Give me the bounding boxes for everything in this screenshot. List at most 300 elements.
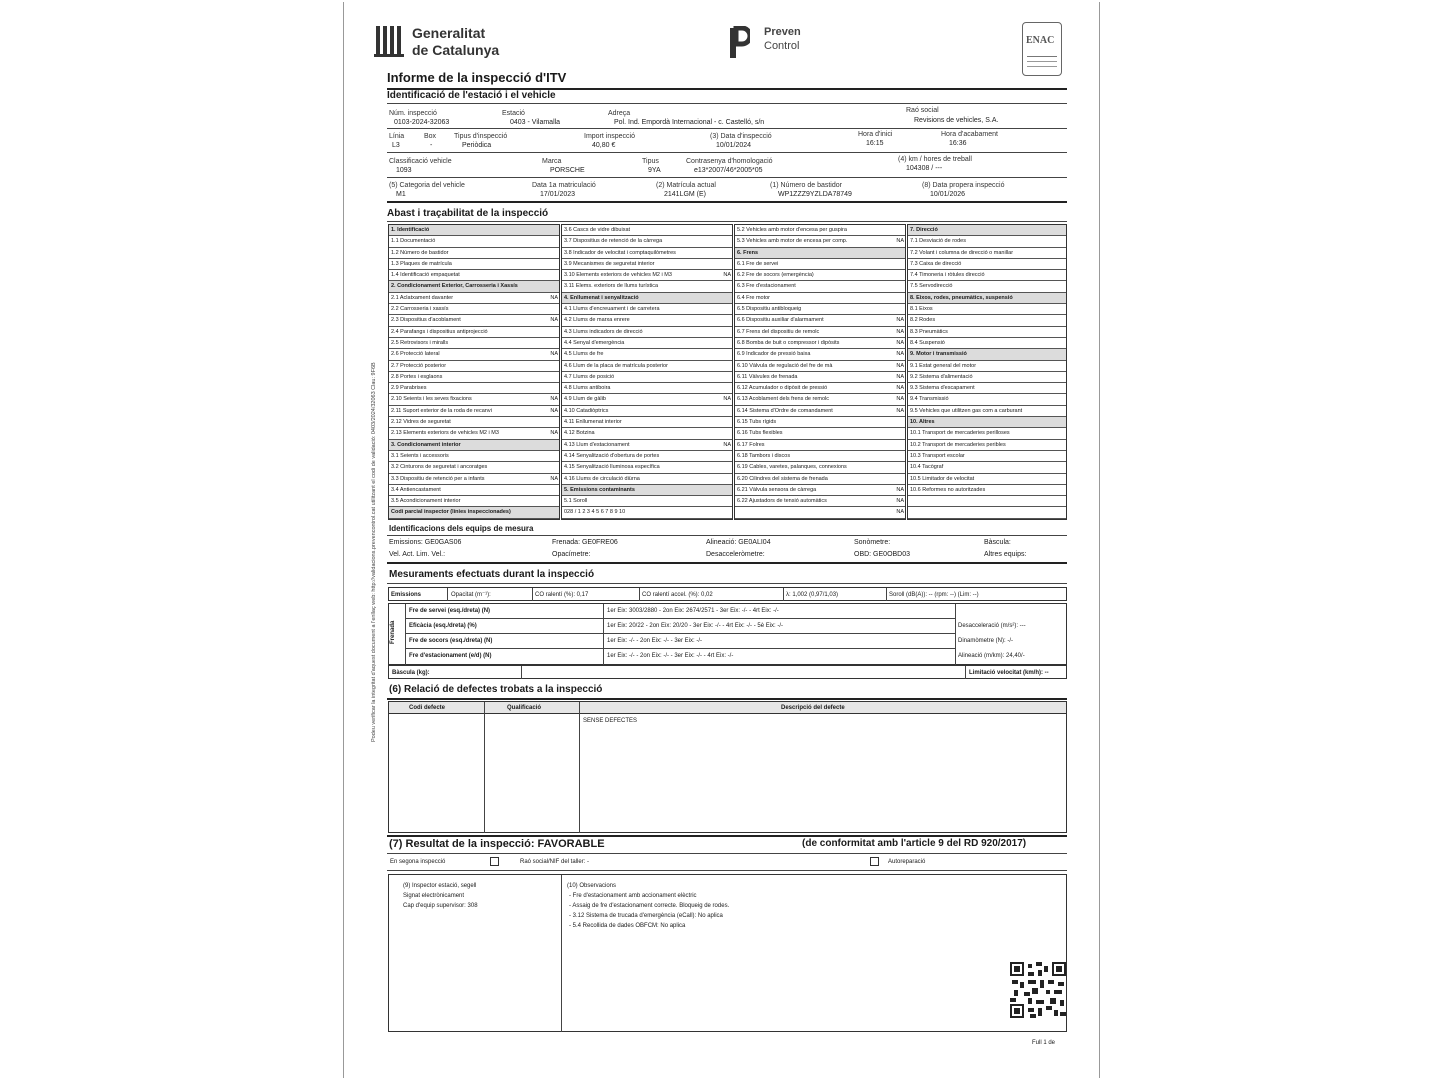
segona-inspeccio-checkbox[interactable]: [490, 857, 499, 866]
abast-item-label: 3.7 Dispositius de retenció de la càrrega: [564, 238, 663, 245]
abast-item-label: 2.1 Aclatxament davanter: [391, 294, 454, 301]
tipus-inspeccio-value: Periòdica: [462, 142, 492, 149]
abast-item-label: 4.12 Botzina: [564, 430, 595, 437]
frenada-label: Frenada: [390, 620, 396, 644]
abast-item-label: 4.6 Llum de la placa de matrícula posterior: [564, 362, 668, 369]
abast-item: [735, 281, 905, 292]
linia-label: Línia: [389, 133, 405, 140]
abast-item: [562, 304, 732, 315]
abast-item-label: 8.3 Pneumàtics: [910, 328, 948, 335]
abast-item-label: 1.3 Plaques de matrícula: [391, 260, 452, 267]
autoreparacio-label: Autoreparació: [888, 859, 926, 865]
abast-item: [562, 474, 732, 485]
abast-item-label: 6.21 Vàlvula sensora de càrrega: [737, 486, 817, 493]
abast-item-label: 6.6 Dispositiu auxiliar d'alarmament: [737, 317, 824, 324]
abast-item: [562, 451, 732, 462]
abast-item-na: NA: [550, 317, 558, 324]
abast-item: [389, 428, 559, 439]
data-inspeccio-label: (3) Data d'inspecció: [710, 133, 772, 140]
abast-item-label: 2.12 Vidres de seguretat: [391, 419, 451, 426]
abast-item: [908, 496, 1066, 507]
bascula-label: Bàscula (kg):: [392, 670, 430, 676]
abast-item-label: 7.4 Timoneria i ròtules direcció: [910, 272, 985, 279]
abast-item-na: NA: [550, 294, 558, 301]
abast-item: [735, 349, 905, 360]
abast-item: [908, 462, 1066, 473]
abast-item: [735, 496, 905, 507]
fre-servei-label: Fre de servei (esq./dreta) (N): [409, 608, 491, 614]
propera-value: 10/01/2026: [930, 191, 966, 198]
abast-item-na: NA: [896, 328, 904, 335]
abast-item: [908, 236, 1066, 247]
abast-item: [389, 349, 559, 360]
abast-item: [562, 349, 732, 360]
import-label: Import inspecció: [584, 133, 635, 140]
abast-item-na: NA: [723, 441, 731, 448]
abast-item: [562, 361, 732, 372]
abast-item-label: 7.1 Desviació de rodes: [910, 238, 966, 245]
abast-item-label: 3. Condicionament interior: [391, 441, 461, 448]
abast-item-label: 6.16 Tubs flexibles: [737, 430, 783, 437]
abast-item-label: 5.1 Soroll: [564, 498, 588, 505]
abast-item: [735, 406, 905, 417]
abast-item-label: 1.2 Número de bastidor: [391, 249, 449, 256]
abast-item: [908, 474, 1066, 485]
abast-group-header: [562, 293, 732, 304]
abast-item: [735, 428, 905, 439]
fre-eficacia-value: 1er Eix: 20/22 - 2on Eix: 20/20 - 3er Eix: -/- - 4rt Eix: -/- - 5è Eix: -/-: [607, 623, 784, 629]
equip-vel-act: Vel. Act. Lim. Vel.:: [389, 551, 446, 558]
resultat-conformitat: (de conformitat amb l'article 9 del RD 920/2017): [802, 838, 1027, 849]
tipus-inspeccio-label: Tipus d'inspecció: [454, 133, 508, 140]
adreca-label: Adreça: [608, 110, 631, 117]
gov-name-line1: Generalitat: [412, 25, 486, 41]
abast-item-label: 9.1 Estat general del motor: [910, 362, 977, 369]
fre-socors-label: Fre de socors (esq./dreta) (N): [409, 638, 493, 644]
abast-item-label: 4.1 Llums d'encreuament i de carretera: [564, 306, 660, 313]
abast-item-na: NA: [896, 385, 904, 392]
abast-item: [735, 338, 905, 349]
abast-item-na: NA: [896, 351, 904, 358]
abast-item: [389, 372, 559, 383]
abast-item-label: 2.11 Suport exterior de la roda de recanvi: [391, 407, 492, 414]
abast-item-label: 3.4 Antiencastament: [391, 486, 441, 493]
abast-item: [562, 315, 732, 326]
abast-item-label: 3.5 Acondicionament interior: [391, 498, 461, 505]
abast-item: [908, 383, 1066, 394]
abast-item: [908, 281, 1066, 292]
preven-control-logo: [728, 26, 750, 60]
abast-item-label: 6.3 Fre d'estacionament: [737, 283, 796, 290]
abast-group-header: [908, 349, 1066, 360]
abast-item: [389, 406, 559, 417]
hora-inici-value: 16:15: [866, 140, 884, 147]
abast-item: [735, 451, 905, 462]
abast-item-label: 2. Condicionament Exterior, Carrosseria i Xassís: [391, 283, 518, 290]
abast-item-na: NA: [896, 486, 904, 493]
abast-item: [735, 361, 905, 372]
generalitat-logo: [374, 24, 406, 58]
abast-item-label: 6.9 Indicador de pressió baixa: [737, 351, 811, 358]
equip-obd: OBD: GE0OBD03: [854, 551, 911, 558]
abast-item-label: 4.7 Llums de posició: [564, 373, 615, 380]
fre-servei-value: 1er Eix: 3003/2880 - 2on Eix: 2674/2571 - 3er Eix: -/- - 4rt Eix: -/-: [607, 608, 779, 614]
abast-item: [389, 293, 559, 304]
estacio-value: 0403 - Vilamalla: [510, 119, 561, 126]
abast-item: [735, 474, 905, 485]
abast-item-label: 6.4 Fre motor: [737, 294, 771, 301]
abast-item-label: 6.15 Tubs rígids: [737, 419, 777, 426]
observacions-title: (10) Observacions: [567, 883, 617, 889]
abast-item-label: 6.19 Cables, varetes, palanques, connexions: [737, 464, 847, 471]
abast-item-label: 10.5 Limitador de velocitat: [910, 475, 975, 482]
abast-group-header: [908, 293, 1066, 304]
abast-item-na: NA: [896, 509, 904, 516]
matriculacio-value: 17/01/2023: [540, 191, 576, 198]
hora-fi-value: 16:36: [949, 140, 967, 147]
abast-item-label: Codi parcial inspector (línies inspeccionades): [391, 509, 511, 516]
abast-item-label: 9.2 Sistema d'alimentació: [910, 373, 973, 380]
equip-altres: Altres equips:: [984, 551, 1027, 558]
abast-item: [735, 327, 905, 338]
co-accel: CO ralentí accel. (%): 0,02: [642, 592, 713, 598]
abast-item-label: 7.3 Caixa de direcció: [910, 260, 962, 267]
abast-item: [562, 259, 732, 270]
abast-item-label: 4.4 Senyal d'emergència: [564, 339, 625, 346]
abast-item-label: 3.11 Elems. exteriors de llums turística: [564, 283, 659, 290]
abast-item: [389, 338, 559, 349]
abast-item-label: 9.3 Sistema d'escapament: [910, 385, 975, 392]
hores-value: 104308 / ---: [906, 165, 943, 172]
abast-item-label: 6.7 Frens del dispositiu de remolc: [737, 328, 820, 335]
co-ralenti: CO ralentí (%): 0,17: [535, 592, 589, 598]
abast-item-label: 3.3 Dispositiu de retenció per a infants: [391, 475, 485, 482]
abast-item: [562, 270, 732, 281]
abast-item-label: 4. Enllumenat i senyalització: [564, 294, 639, 301]
abast-item-label: 8.1 Eixos: [910, 306, 933, 313]
abast-item: [562, 496, 732, 507]
soroll: Soroll (dB(A)): -- (rpm: --) (Lim: --): [889, 592, 979, 598]
abast-item-na: NA: [896, 373, 904, 380]
abast-item: [908, 485, 1066, 496]
abast-item-na: NA: [550, 396, 558, 403]
classificacio-label: Classificació vehicle: [389, 158, 452, 165]
equip-sonometre: Sonòmetre:: [854, 539, 891, 546]
matricula-label: (2) Matrícula actual: [656, 182, 716, 189]
abast-item: [735, 440, 905, 451]
enac-badge: ENAC: [1022, 22, 1062, 76]
abast-item-label: 6.1 Fre de servei: [737, 260, 779, 267]
abast-item: [908, 451, 1066, 462]
abast-item: [562, 440, 732, 451]
abast-item-label: 4.5 Llums de fre: [564, 351, 604, 358]
equips-title: Identificacions dels equips de mesura: [389, 524, 534, 533]
abast-item-na: NA: [550, 430, 558, 437]
abast-group-header: [389, 225, 559, 236]
abast-item-label: 028 / 1 2 3 4 5 6 7 8 9 10: [564, 509, 626, 516]
abast-item-label: 6.5 Dispositiu antibloqueig: [737, 306, 802, 313]
abast-item: [389, 383, 559, 394]
abast-item: [735, 236, 905, 247]
abast-item-label: 7.2 Volant i columna de direcció o manillar: [910, 249, 1014, 256]
rao-social-label: Raó social: [906, 107, 939, 114]
abast-item: [389, 315, 559, 326]
abast-item-label: 8. Eixos, rodes, pneumàtics, suspensió: [910, 294, 1013, 301]
abast-item-label: 2.3 Dispositius d'acoblament: [391, 317, 461, 324]
abast-group-header: [389, 440, 559, 451]
col-descripcio: Descripció del defecte: [781, 705, 845, 711]
observacio-3: - 3.12 Sistema de trucada d'emergència (eCall): No aplica: [569, 913, 723, 919]
contrasenya-value: e13*2007/46*2005*05: [694, 167, 763, 174]
num-inspeccio-label: Núm. inspecció: [389, 110, 437, 117]
mesuraments-title: Mesuraments efectuats durant la inspecció: [389, 569, 595, 580]
tipus-label: Tipus: [642, 158, 659, 165]
abast-item-label: 5. Emissions contaminants: [564, 486, 635, 493]
abast-item-label: 2.8 Portes i esglaons: [391, 373, 443, 380]
abast-item: [735, 462, 905, 473]
abast-item-label: 2.7 Protecció posterior: [391, 362, 447, 369]
abast-item-na: NA: [723, 396, 731, 403]
abast-item-na: NA: [896, 238, 904, 245]
document-page: [343, 2, 1100, 1078]
abast-item-label: 4.14 Senyalització d'obertura de portes: [564, 452, 660, 459]
defectes-table: [388, 701, 1067, 833]
col-codi-defecte: Codi defecte: [409, 705, 446, 711]
autoreparacio-checkbox[interactable]: [870, 857, 879, 866]
hora-fi-label: Hora d'acabament: [941, 131, 998, 138]
abast-item: [908, 406, 1066, 417]
abast-item: [908, 327, 1066, 338]
opacitat: Opacitat (m⁻¹):: [451, 592, 491, 598]
abast-item-label: 4.15 Senyalització lluminosa específica: [564, 464, 660, 471]
abast-group-header: [908, 417, 1066, 428]
abast-item: [389, 394, 559, 405]
abast-item-label: 6.8 Bomba de buit o compressor i dipòsits: [737, 339, 840, 346]
alineacio: Alineació (m/km): 24,40/-: [958, 653, 1025, 659]
abast-item: [908, 304, 1066, 315]
abast-item: [562, 225, 732, 236]
abast-item: [908, 361, 1066, 372]
abast-column-1: [388, 224, 560, 520]
tipus-value: 9YA: [648, 167, 661, 174]
abast-item: [735, 383, 905, 394]
document-title: Informe de la inspecció d'ITV: [387, 70, 567, 85]
abast-item-label: 6.17 Folres: [737, 441, 765, 448]
observacio-2: - Assaig de fre d'estacionament correcte. Bloqueig de rodes.: [569, 903, 730, 909]
abast-item-label: 4.3 Llums indicadors de direcció: [564, 328, 643, 335]
abast-item-label: 10.3 Transport escolar: [910, 452, 965, 459]
abast-item: [735, 315, 905, 326]
abast-item: [908, 372, 1066, 383]
abast-item-label: 2.2 Carrosseria i xassís: [391, 306, 449, 313]
abast-item-label: 3.1 Seients i accessoris: [391, 452, 449, 459]
abast-item-label: 8.4 Suspensió: [910, 339, 945, 346]
abast-item-label: 3.6 Cascs de vidre dibuixat: [564, 227, 631, 233]
abast-item: [562, 507, 732, 518]
abast-item-label: 10.1 Transport de mercaderies perilloses: [910, 430, 1010, 437]
abast-item-label: 3.2 Cinturons de seguretat i ancoratges: [391, 464, 488, 471]
company-name-line1: Preven: [764, 26, 801, 38]
abast-item-label: 9.4 Transmissió: [910, 396, 949, 403]
bastidor-value: WP1ZZZ9YZLDA78749: [778, 191, 852, 198]
box-label: Box: [424, 133, 437, 140]
abast-item: [389, 327, 559, 338]
num-inspeccio-value: 0103-2024-32063: [394, 119, 450, 126]
abast-item-label: 3.10 Elements exteriors de vehicles M2 i M3: [564, 272, 672, 279]
abast-item-na: NA: [550, 407, 558, 414]
matriculacio-label: Data 1a matriculació: [532, 182, 596, 189]
abast-item-label: 2.13 Elements exteriors de vehicles M2 i M3: [391, 430, 499, 437]
abast-item: [389, 451, 559, 462]
abast-item-label: 4.9 Llum de gàlib: [564, 396, 606, 403]
abast-item: [389, 485, 559, 496]
equip-desaccelerometre: Desacceleròmetre:: [706, 551, 765, 558]
frenada-block: [388, 603, 1067, 665]
matricula-value: 2141LGM (E): [664, 191, 707, 198]
emissions-label: Emissions: [391, 592, 422, 598]
marca-value: PORSCHE: [550, 167, 585, 174]
abast-item-label: 9. Motor i transmissió: [910, 351, 967, 358]
abast-item-label: 5.2 Vehicles amb motor d'encesa per guspira: [737, 227, 847, 233]
estacio-label: Estació: [502, 110, 525, 117]
hora-inici-label: Hora d'inici: [858, 131, 893, 138]
abast-item: [908, 394, 1066, 405]
observacio-1: - Fre d'estacionament amb accionament elèctric: [569, 893, 697, 899]
linia-value: L3: [392, 142, 400, 149]
propera-label: (8) Data propera inspecció: [922, 182, 1005, 189]
signatura-line1: (9) Inspector estació, segell: [403, 883, 477, 889]
abast-item: [389, 417, 559, 428]
desacceleracio: Desacceleració (m/s²): ---: [958, 623, 1026, 629]
equip-frenada: Frenada: GE0FRE06: [552, 539, 618, 546]
abast-item-label: 3.9 Mecanismes de seguretat interior: [564, 260, 655, 267]
abast-item-label: 6.13 Acoblament dels frens de remolc: [737, 396, 830, 403]
equip-bascula: Bàscula:: [984, 539, 1011, 546]
abast-item-label: 6.10 Vàlvula de regulació del fre de mà: [737, 362, 833, 369]
resultat-title: (7) Resultat de la inspecció: FAVORABLE: [389, 838, 605, 850]
abast-item-label: 9.5 Vehicles que utilitzen gas com a carburant: [910, 407, 1023, 414]
segona-inspeccio-label: En segona inspecció: [390, 859, 446, 865]
fre-estacionament-value: 1er Eix: -/- - 2on Eix: -/- - 3er Eix: -/- - 4rt Eix: -/-: [607, 653, 734, 659]
fre-eficacia-label: Eficàcia (esq./dreta) (%): [409, 623, 477, 629]
contrasenya-label: Contrasenya d'homologació: [686, 158, 773, 165]
abast-group-header: [562, 485, 732, 496]
equip-opacimetre: Opacímetre:: [552, 551, 591, 558]
abast-item: [908, 270, 1066, 281]
abast-item-label: 6.14 Sistema d'Ordre de comandament: [737, 407, 833, 414]
abast-item: [908, 428, 1066, 439]
adreca-value: Pol. Ind. Empordà Internacional - c. Castelló, s/n: [614, 119, 765, 126]
defecte-row-1: SENSE DEFECTES: [583, 718, 638, 724]
abast-item-label: 4.11 Enllumenat interior: [564, 419, 622, 426]
abast-item: [389, 236, 559, 247]
abast-item: [908, 259, 1066, 270]
abast-item: [562, 372, 732, 383]
abast-item: [735, 485, 905, 496]
abast-item: [908, 507, 1066, 518]
hores-label: (4) km / hores de treball: [898, 156, 972, 163]
bascula-row: [388, 665, 1067, 679]
abast-item-label: 5.3 Vehicles amb motor de encesa per comp.: [737, 238, 848, 245]
abast-item: [735, 372, 905, 383]
abast-item: [735, 507, 905, 518]
abast-item: [562, 281, 732, 292]
abast-item: [908, 338, 1066, 349]
abast-column-4: [907, 224, 1067, 520]
col-qualificacio: Qualificació: [507, 705, 542, 711]
emissions-row: [388, 587, 1067, 601]
abast-group-header: [735, 248, 905, 259]
abast-item-na: NA: [896, 339, 904, 346]
abast-group-header: [389, 507, 559, 518]
abast-item: [389, 259, 559, 270]
marca-label: Marca: [542, 158, 562, 165]
abast-item: [735, 417, 905, 428]
gov-name-line2: de Catalunya: [412, 42, 500, 58]
abast-item: [562, 383, 732, 394]
company-name-line2: Control: [764, 40, 800, 52]
fre-estacionament-label: Fre d'estacionament (e/d) (N): [409, 653, 492, 659]
abast-item-label: 10.2 Transport de mercaderies peribles: [910, 441, 1006, 448]
abast-item-label: 1.4 Identificació empaquetat: [391, 272, 460, 279]
classificacio-value: 1093: [396, 167, 412, 174]
abast-item-label: 4.10 Catadiòptrics: [564, 407, 609, 414]
abast-item-label: 3.8 Indicador de velocitat i comptaquilòmetres: [564, 249, 676, 256]
abast-item-label: 6.11 Vàlvules de frenada: [737, 373, 798, 380]
signatura-line2: Signat electrònicament: [403, 893, 465, 899]
abast-item: [389, 270, 559, 281]
abast-item-label: 2.5 Retrovisors i miralls: [391, 339, 449, 346]
abast-item: [389, 304, 559, 315]
abast-item-label: 4.13 Llum d'estacionament: [564, 441, 630, 448]
bastidor-label: (1) Número de bastidor: [770, 182, 842, 189]
abast-item-label: 2.9 Parabrises: [391, 385, 427, 392]
full-number: Full 1 de: [1032, 1040, 1056, 1046]
abast-item-label: 10.6 Reformes no autoritzades: [910, 486, 986, 493]
abast-item-label: 10.4 Tacògraf: [910, 464, 944, 471]
abast-group-header: [908, 225, 1066, 236]
abast-item: [562, 406, 732, 417]
abast-item: [735, 270, 905, 281]
defectes-title: (6) Relació de defectes trobats a la inspecció: [389, 684, 603, 695]
abast-item: [562, 428, 732, 439]
abast-item-label: 7. Direcció: [910, 227, 938, 233]
abast-item: [562, 248, 732, 259]
limitacio-velocitat: Limitació velocitat (km/h): --: [969, 670, 1049, 676]
signatura-line3: Cap d'equip supervisor: 308: [403, 903, 478, 909]
abast-item: [389, 361, 559, 372]
box-value: -: [430, 142, 433, 149]
abast-item-label: 1.1 Documentació: [391, 238, 436, 245]
abast-item-label: 8.2 Rodes: [910, 317, 936, 324]
abast-column-2: [561, 224, 733, 520]
signatura-observacions: [388, 874, 1067, 1032]
abast-item-label: 2.10 Seients i les seves fixacions: [391, 396, 472, 403]
abast-item-label: 4.2 Llums de marxa enrere: [564, 317, 630, 324]
abast-group-header: [389, 281, 559, 292]
abast-item: [735, 259, 905, 270]
abast-item: [562, 417, 732, 428]
abast-item-label: 6.22 Ajustadors de tensió automàtics: [737, 498, 827, 505]
abast-item: [908, 315, 1066, 326]
abast-item: [389, 496, 559, 507]
fre-socors-value: 1er Eix: -/- - 2on Eix: -/- - 3er Eix: -/-: [607, 638, 703, 644]
abast-item-na: NA: [723, 272, 731, 279]
abast-title: Abast i traçabilitat de la inspecció: [387, 208, 549, 219]
abast-item: [735, 394, 905, 405]
lambda: λ: 1,002 (0,97/1,03): [786, 592, 839, 598]
abast-item: [562, 327, 732, 338]
